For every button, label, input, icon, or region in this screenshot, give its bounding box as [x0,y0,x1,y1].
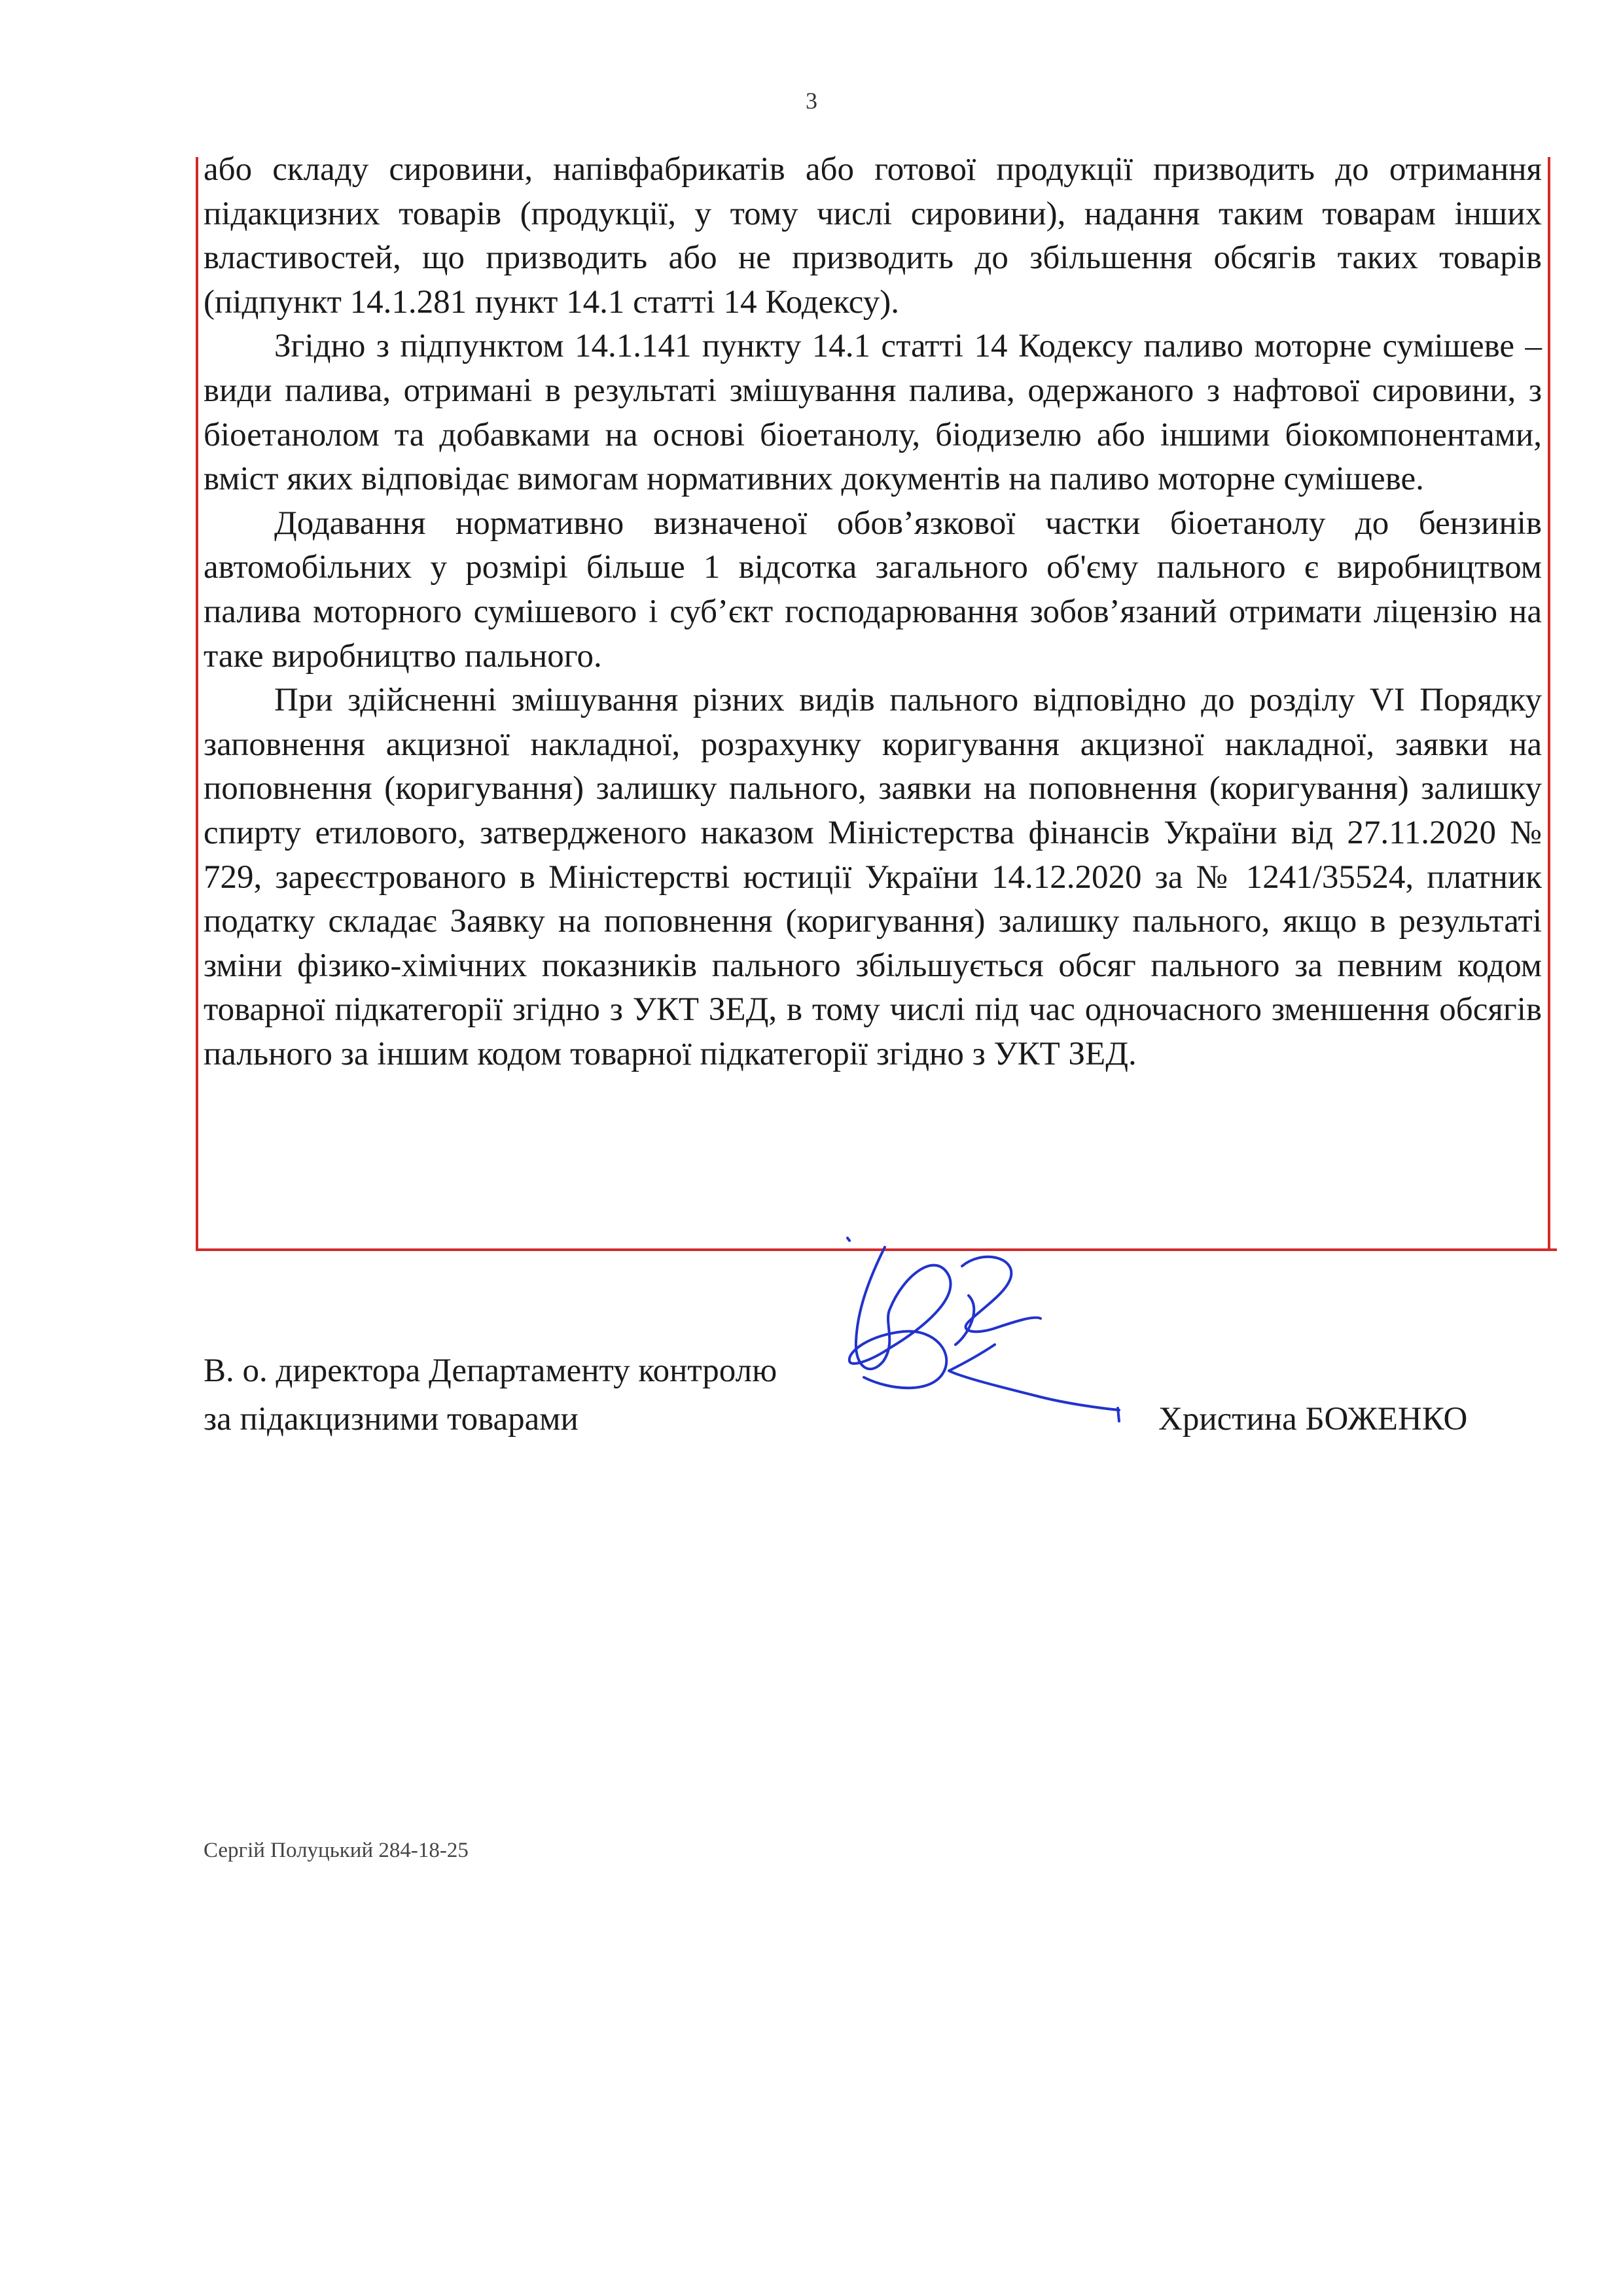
position-line-1: В. о. директора Департаменту контролю [204,1352,777,1389]
paragraph-fuel-definition: Згідно з підпунктом 14.1.141 пункту 14.1 статті 14 Кодексу паливо моторне сумішеве – види палива, отримані в результаті змішування палива, одержаного з нафтової сировини, з біоетанолом та добавками на основі біоетанолу, біодизелю або іншими біокомпонентами, вміст яких відповідає вимогам нормативних документів на паливо моторне сумішеве. [204,328,1542,498]
page-number: 3 [806,88,817,114]
handwritten-signature [844,1237,1139,1485]
body-text [204,148,1542,1076]
position-line-2: за підакцизними товарами [204,1401,579,1438]
signatory-name: Христина БОЖЕНКО [1158,1401,1468,1438]
signature-position [204,1347,777,1443]
frame-left-border [196,157,198,1250]
paragraph-bioethanol: Додавання нормативно визначеної обов’язкової частки біоетанолу до бензинів автомобільних у розмірі більше 1 відсотка загального об'єму пального є виробництвом палива моторного сумішевого і суб’єкт господарювання зобов’язаний отримати ліцензію на таке виробництво пального. [204,504,1542,675]
paragraph-mixing-procedure: При здійсненні змішування різних видів пального відповідно до розділу VI Порядку заповнення акцизної накладної, розрахунку коригування акцизної накладної, заявки на поповнення (коригування) залишку пального, заявки на поповнення (коригування) залишку спирту етилового, затвердженого наказом Міністерства фінансів України від 27.11.2020 № 729, зареєстрованого в Міністерстві юстиції України 14.12.2020 за № 1241/35524, платник податку складає Заявку на поповнення (коригування) залишку пального, якщо в результаті зміни фізико-хімічних показників пального збільшується обсяг пального за певним кодом товарної підкатегорії згідно з УКТ ЗЕД, в тому числі під час одночасного зменшення обсягів пального за іншим кодом товарної підкатегорії згідно з УКТ ЗЕД. [204,682,1542,1072]
footer-contact: Сергій Полуцький 284-18-25 [204,1839,469,1862]
frame-right-border [1548,157,1550,1250]
paragraph-continuation: або складу сировини, напівфабрикатів або готової продукції призводить до отримання підакцизних товарів (продукції, у тому числі сировини), надання таким товарам інших властивостей, що призводить або не призводить до збільшення обсягів таких товарів (підпункт 14.1.281 пункт 14.1 статті 14 Кодексу). [204,151,1542,321]
